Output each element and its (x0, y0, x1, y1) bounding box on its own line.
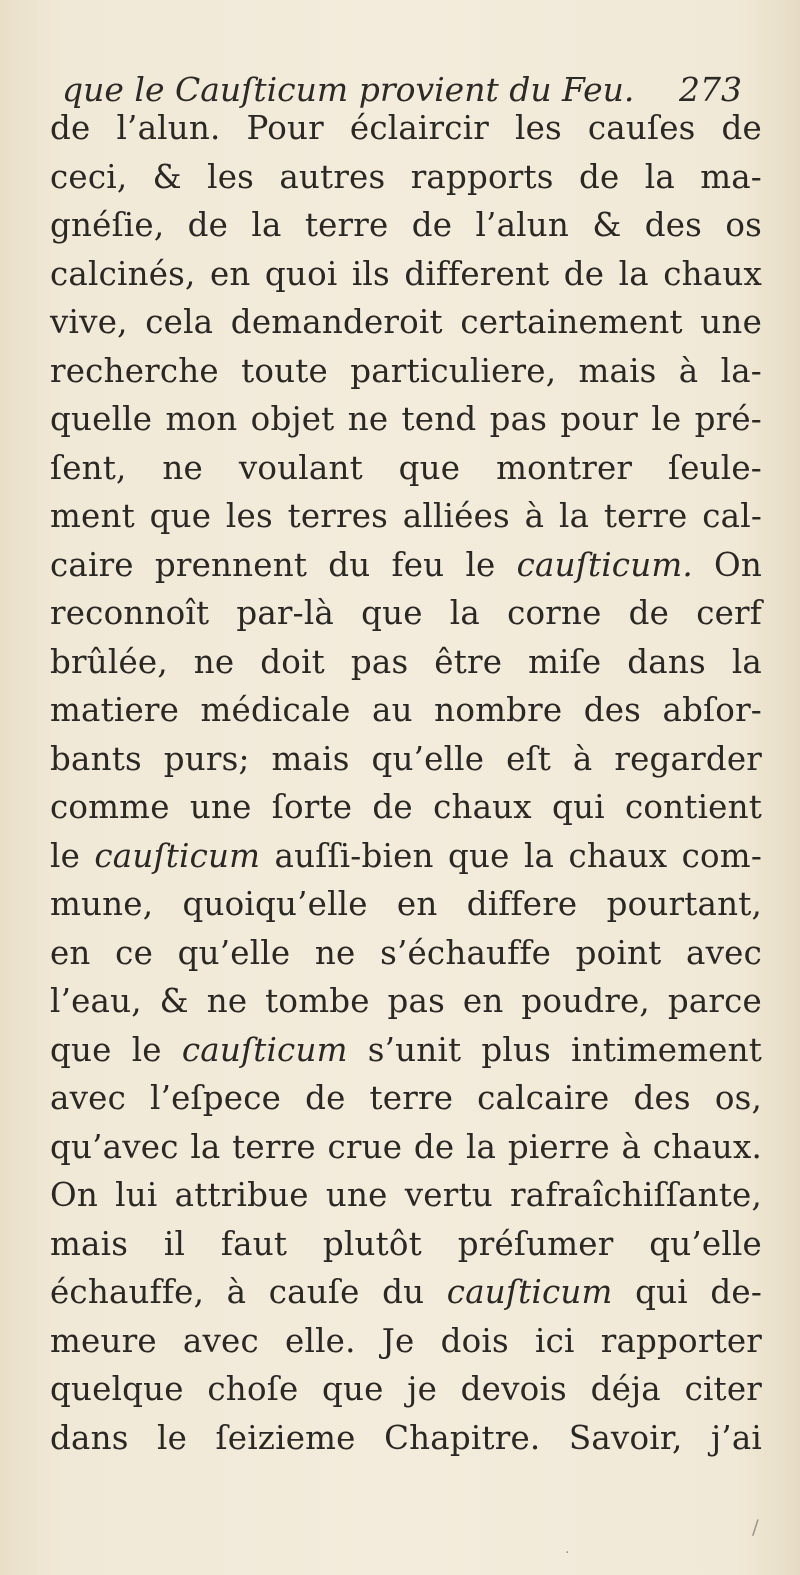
text-span: mais il faut plutôt préſumer qu’elle (50, 1224, 762, 1263)
text-span: ſent, ne voulant que montrer ſeule- (50, 448, 762, 487)
italic-term: cauſticum (181, 1030, 348, 1069)
text-line (50, 298, 762, 347)
text-span: mune, quoiqu’elle en differe pourtant, (50, 885, 762, 923)
text-span: l’eau, & ne tombe pas en poudre, parce (50, 982, 762, 1020)
text-line (50, 1074, 762, 1123)
text-span: calcinés, en quoi ils different de la chaux (50, 254, 762, 293)
text-span: qui de- (612, 1273, 762, 1311)
text-span: meure avec elle. Je dois ici rapporter (50, 1321, 762, 1360)
text-span: en ce qu’elle ne s’échauffe point avec (50, 933, 762, 972)
text-span: caire prennent du feu le (50, 545, 517, 584)
text-span: quelque choſe que je devois déja citer (50, 1370, 762, 1408)
text-line (50, 1123, 762, 1172)
italic-term: cauſticum (446, 1273, 613, 1311)
text-line (50, 347, 762, 396)
text-line (50, 1220, 762, 1269)
text-span: On (692, 545, 762, 584)
running-title: que le Cauſticum provient du Feu. (62, 70, 635, 109)
text-span: bants purs; mais qu’elle eſt à regarder (50, 739, 762, 778)
paper-speck: · (565, 1545, 570, 1561)
text-line (50, 1317, 762, 1366)
text-line (50, 153, 762, 202)
text-span: échauffe, à cauſe du (50, 1273, 447, 1311)
text-line (50, 492, 762, 541)
italic-term: cauſticum. (516, 545, 693, 584)
text-line (50, 541, 762, 590)
text-span: ment que les terres alliées à la terre cal- (50, 497, 762, 535)
text-span: s’unit plus intimement (347, 1030, 762, 1069)
text-span: quelle mon objet ne tend pas pour le pré- (50, 400, 762, 438)
text-line (50, 638, 762, 687)
text-span: le (50, 836, 95, 875)
text-line (50, 880, 762, 929)
text-line (50, 395, 762, 444)
text-span: gnéſie, de la terre de l’alun & des os (50, 206, 762, 244)
text-span: dans le ſeizieme Chapitre. Savoir, j’ai (50, 1418, 762, 1457)
text-line (50, 832, 762, 881)
text-line (50, 686, 762, 735)
body-text (50, 104, 762, 1462)
text-line (50, 1268, 762, 1317)
paper-speck: / (752, 1515, 759, 1539)
text-span: qu’avec la terre crue de la pierre à chaux. (50, 1127, 762, 1166)
text-line (50, 104, 762, 153)
text-line (50, 1171, 762, 1220)
text-span: avec l’eſpece de terre calcaire des os, (50, 1079, 762, 1117)
text-line (50, 783, 762, 832)
text-line (50, 201, 762, 250)
text-span: auſſi-bien que la chaux com- (260, 836, 762, 875)
text-span: que le (50, 1030, 182, 1069)
text-line (50, 735, 762, 784)
text-span: vive, cela demanderoit certainement une (50, 303, 762, 341)
text-line (50, 929, 762, 978)
text-span: brûlée, ne doit pas être miſe dans la (50, 642, 762, 681)
text-line (50, 1026, 762, 1075)
text-line (50, 589, 762, 638)
text-span: On lui attribue une vertu rafraîchiſſante, (50, 1176, 762, 1214)
text-line (50, 1365, 762, 1414)
text-span: matiere médicale au nombre des abſor- (50, 691, 762, 729)
text-line (50, 250, 762, 299)
text-span: comme une ſorte de chaux qui contient (50, 788, 762, 826)
text-line (50, 977, 762, 1026)
text-span: de l’alun. Pour éclaircir les cauſes de (50, 109, 762, 147)
italic-term: cauſticum (94, 836, 261, 875)
text-span: ceci, & les autres rapports de la ma- (50, 157, 762, 196)
text-span: reconnoît par-là que la corne de cerf (50, 594, 762, 632)
page-number: 273 (679, 70, 742, 109)
text-line (50, 1414, 762, 1463)
text-span: recherche toute particuliere, mais à la- (50, 351, 762, 390)
text-line (50, 444, 762, 493)
